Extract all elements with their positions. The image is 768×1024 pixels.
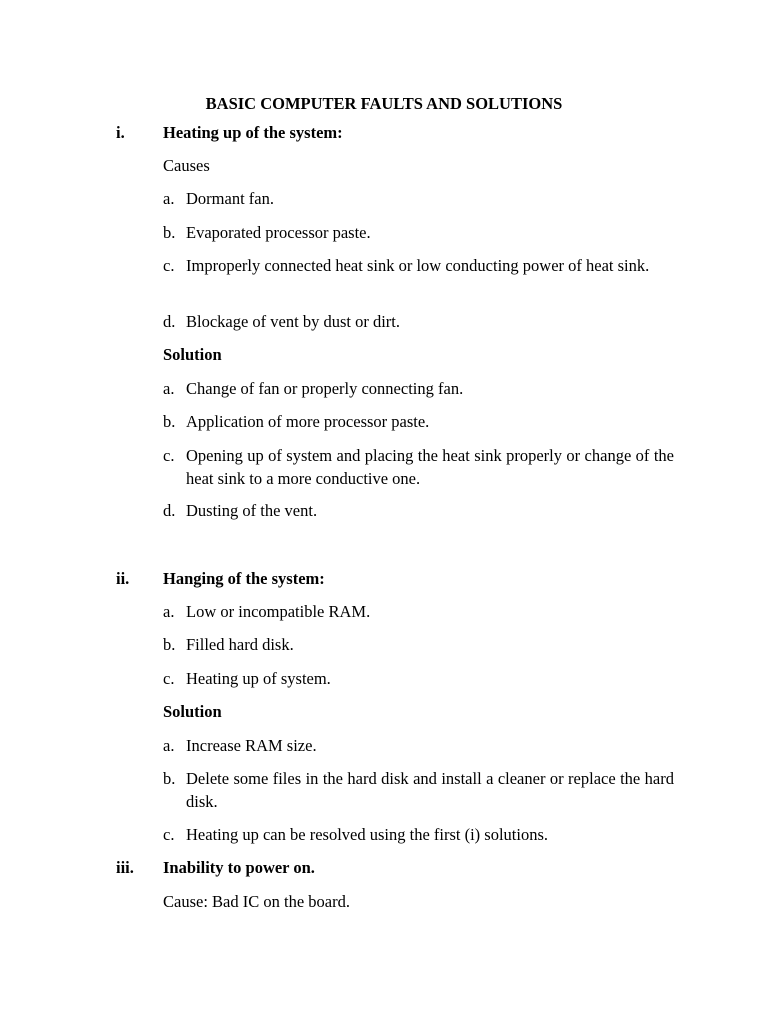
list-item-label: c.: [163, 825, 175, 844]
list-item-text: Heating up of system.: [186, 669, 331, 688]
section-numeral: iii.: [116, 858, 134, 877]
list-item-text: Change of fan or properly connecting fan.: [186, 379, 464, 398]
list-item-label: c.: [163, 446, 175, 465]
list-item-label: c.: [163, 256, 175, 275]
document-title: BASIC COMPUTER FAULTS AND SOLUTIONS: [205, 94, 563, 113]
list-item-text: Heating up can be resolved using the first (i) solutions.: [186, 825, 549, 844]
cause-line: Cause: Bad IC on the board.: [163, 892, 350, 911]
list-item-label: a.: [163, 736, 175, 755]
solution-label: Solution: [163, 702, 222, 721]
section-numeral: i.: [116, 123, 125, 142]
list-item-label: d.: [163, 501, 176, 520]
causes-label: Causes: [163, 156, 210, 175]
list-item-label: b.: [163, 635, 176, 654]
list-item-label: d.: [163, 312, 176, 331]
list-item-text: Improperly connected heat sink or low conducting power of heat sink.: [186, 256, 650, 275]
section-heading: Heating up of the system:: [163, 123, 343, 142]
list-item-text: Opening up of system and placing the heat sink properly or change of the heat sink to a more conductive one.: [186, 446, 674, 488]
list-item-label: a.: [163, 189, 175, 208]
list-item-text: Dusting of the vent.: [186, 501, 318, 520]
list-item-text: Delete some files in the hard disk and install a cleaner or replace the hard disk.: [186, 769, 674, 811]
list-item-text: Filled hard disk.: [186, 635, 294, 654]
section-numeral: ii.: [116, 569, 130, 588]
list-item-text: Dormant fan.: [186, 189, 274, 208]
list-item-text: Application of more processor paste.: [186, 412, 430, 431]
section-heading: Hanging of the system:: [163, 569, 325, 588]
list-item-text: Blockage of vent by dust or dirt.: [186, 312, 401, 331]
list-item-label: b.: [163, 769, 176, 788]
list-item-label: a.: [163, 602, 175, 621]
solution-label: Solution: [163, 345, 222, 364]
list-item-text: Evaporated processor paste.: [186, 223, 371, 242]
list-item-text: Low or incompatible RAM.: [186, 602, 371, 621]
list-item-text: Increase RAM size.: [186, 736, 317, 755]
list-item-label: b.: [163, 412, 176, 431]
list-item-label: c.: [163, 669, 175, 688]
list-item-label: b.: [163, 223, 176, 242]
list-item-label: a.: [163, 379, 175, 398]
section-heading: Inability to power on.: [163, 858, 315, 877]
